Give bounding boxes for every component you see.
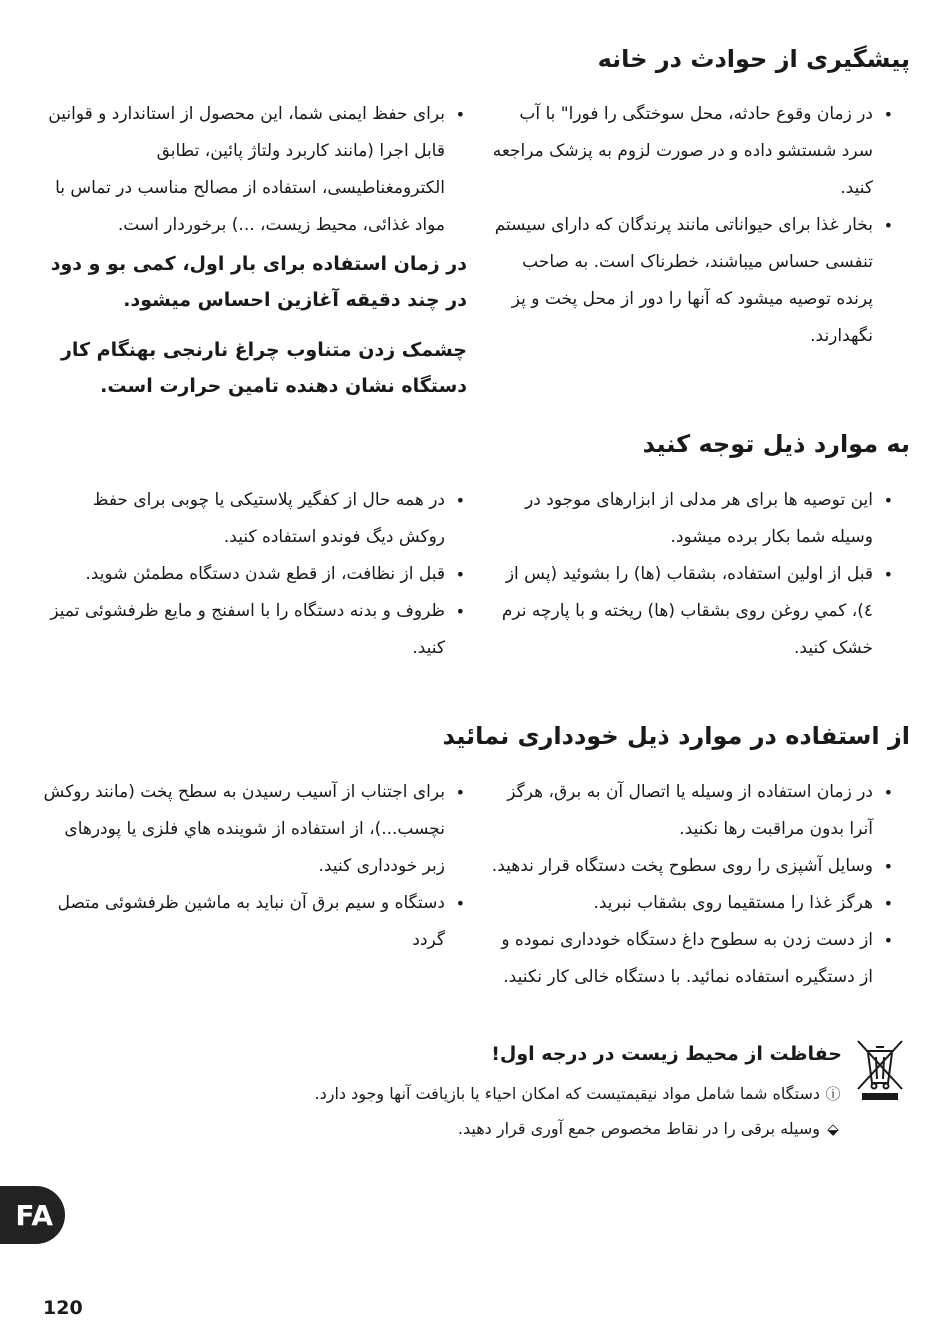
crossed-out-bin-icon [852,1037,908,1101]
bullet-icon: • [455,783,465,802]
bullet-icon: • [455,602,465,621]
recycle-drop-icon: ⬙ [827,1120,839,1138]
first-use-notice: در زمان استفاده برای بار اول، کمی بو و دود در چند دقیقه آغازین احساس میشود. [50,253,467,311]
list-item: • در زمان استفاده از وسیله یا اتصال آن به برق، هرگز آنرا بدون مراقبت رها نکنید. [485,774,895,848]
section-2-left-column [42,482,467,667]
list-item: • قبل از نظافت، از قطع شدن دستگاه مطمئن شوید. [42,556,467,593]
bullet-icon: • [455,565,465,584]
bullet-icon: • [883,894,893,913]
section-3-right-column [485,774,895,996]
list-item: • ظروف و بدنه دستگاه را با اسفنج و مایع ظرفشوئی تمیز کنید. [42,593,467,667]
section-3-left-column [42,774,467,959]
orange-light-notice: چشمک زدن متناوب چراغ نارنجی بهنگام کار دستگاه نشان دهنده تامین حرارت است. [60,339,467,397]
list-item: • از دست زدن به سطوح داغ دستگاه خودداری نموده و از دستگیره استفاده نمائید. با دستگاه خالی کار نکنید. [485,922,895,996]
list-item: • در زمان وقوع حادثه، محل سوختگی را فورا" با آب سرد شستشو داده و در صورت لزوم به پزشک مراجعه کنید. [485,96,895,207]
environment-line-info: ⓘدستگاه شما شامل مواد نیقیمتیست که امکان احیاء یا بازیافت آنها وجود دارد. [314,1084,841,1103]
list-item: • قبل از اولین استفاده، بشقاب (ها) را بشوئید (پس از ٤)، کمي روغن روی بشقاب (ها) ریخته و با پارچه نرم خشک کنید. [485,556,895,667]
bullet-icon: • [883,857,893,876]
section-1-right-column [485,96,895,355]
bullet-icon: • [883,491,893,510]
list-item: • وسایل آشپزی را روی سطوح پخت دستگاه قرار ندهید. [485,848,895,885]
section-1-left-column [42,96,467,404]
list-item: • در همه حال از کفگیر پلاستیکی یا چوبی برای حفظ روکش دیگ فوندو استفاده کنید. [42,482,467,556]
environment-line-recycle: ⬙وسیله برقی را در نقاط مخصوص جمع آوری قرار دهید. [458,1119,842,1138]
section-title-home-accidents: پیشگیری از حوادث در خانه [597,45,910,73]
bullet-icon: • [455,491,465,510]
bullet-icon: • [883,216,893,235]
page-number: 120 [43,1297,83,1319]
list-item: • هرگز غذا را مستقیما روی بشقاب نبرید. [485,885,895,922]
list-item: • این توصیه ها برای هر مدلی از ابزارهای موجود در وسیله شما بکار برده میشود. [485,482,895,556]
section-2-right-column [485,482,895,667]
environment-title: حفاظت از محیط زیست در درجه اول! [491,1043,842,1065]
list-item: • برای حفظ ایمنی شما، این محصول از استاندارد و قوانین قابل اجرا (مانند کاربرد ولتاژ پائین، تطابق الکترومغناطیسی، استفاده از مصالح مناسب در تماس با مواد غذائی، محیط زیست، ...) برخوردار است. [42,96,467,244]
bullet-icon: • [455,105,465,124]
section-title-avoid: از استفاده در موارد ذیل خودداری نمائید [442,722,910,750]
bullet-icon: • [883,565,893,584]
bullet-icon: • [883,931,893,950]
bullet-icon: • [455,894,465,913]
info-icon: ⓘ [825,1085,841,1103]
list-item: • برای اجتناب از آسیب رسیدن به سطح پخت (مانند روکش نچسب...)، از استفاده از شوینده هاي فلزی یا پودرهای زبر خودداری کنید. [42,774,467,885]
bullet-icon: • [883,105,893,124]
list-item: • دستگاه و سیم برق آن نباید به ماشین ظرفشوئی متصل گردد [42,885,467,959]
list-item: • بخار غذا برای حیواناتی مانند پرندگان که دارای سیستم تنفسی حساس میباشند، خطرناک است. به صاحب پرنده توصیه میشود که آنها را دور از محل پخت و پز نگهدارند. [485,207,895,355]
section-title-notes: به موارد ذیل توجه کنید [642,430,910,458]
language-tab: FA [0,1186,65,1244]
bullet-icon: • [883,783,893,802]
